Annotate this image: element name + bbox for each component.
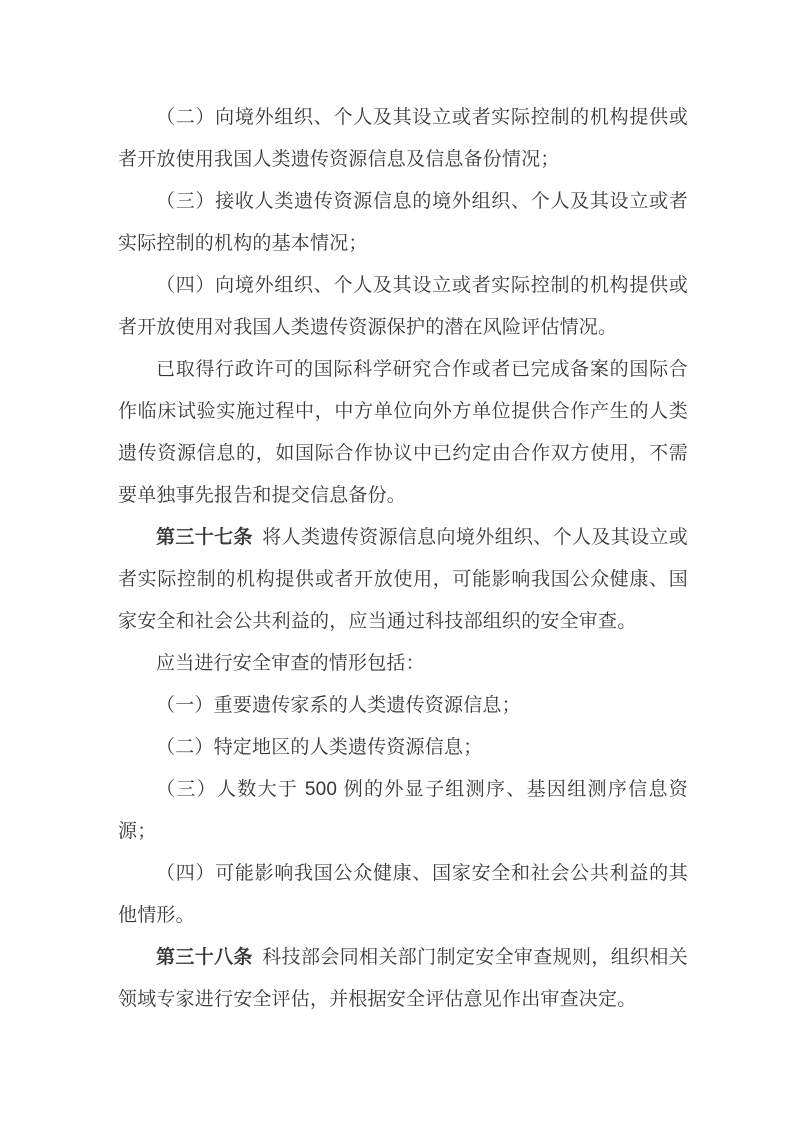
paragraph-text: 已取得行政许可的国际科学研究合作或者已完成备案的国际合作临床试验实施过程中，中方单位向外方单位提供合作产生的人类遗传资源信息的，如国际合作协议中已约定由合作双方使用，不需要单独事先报告和提交信息备份。 bbox=[118, 359, 688, 506]
list-item-paragraph bbox=[118, 727, 688, 769]
paragraph-text: 科技部会同相关部门制定安全审查规则，组织相关领域专家进行安全评估，并根据安全评估意见作出审查决定。 bbox=[118, 947, 688, 1010]
paragraph-text: （三）人数大于 500 例的外显子组测序、基因组测序信息资源； bbox=[118, 779, 688, 842]
article-paragraph bbox=[118, 517, 688, 643]
list-item-paragraph bbox=[118, 97, 688, 181]
paragraph-text: （一）重要遗传家系的人类遗传资源信息； bbox=[156, 695, 521, 716]
article-number: 第三十七条 bbox=[156, 527, 253, 548]
paragraph-text: 应当进行安全审查的情形包括： bbox=[156, 653, 425, 674]
body-paragraph bbox=[118, 643, 688, 685]
article-paragraph bbox=[118, 937, 688, 1021]
body-paragraph bbox=[118, 349, 688, 517]
paragraph-text: （四）可能影响我国公众健康、国家安全和社会公共利益的其他情形。 bbox=[118, 863, 688, 926]
paragraph-text: （四）向境外组织、个人及其设立或者实际控制的机构提供或者开放使用对我国人类遗传资源保护的潜在风险评估情况。 bbox=[118, 275, 688, 338]
list-item-paragraph bbox=[118, 181, 688, 265]
document-body bbox=[118, 0, 688, 1021]
paragraph-text: （二）向境外组织、个人及其设立或者实际控制的机构提供或者开放使用我国人类遗传资源信息及信息备份情况； bbox=[118, 107, 688, 170]
list-item-paragraph bbox=[118, 265, 688, 349]
list-item-paragraph bbox=[118, 769, 688, 853]
list-item-paragraph bbox=[118, 853, 688, 937]
article-number: 第三十八条 bbox=[156, 947, 253, 968]
list-item-paragraph bbox=[118, 685, 688, 727]
paragraph-text: （三）接收人类遗传资源信息的境外组织、个人及其设立或者实际控制的机构的基本情况； bbox=[118, 191, 688, 254]
paragraph-text: 将人类遗传资源信息向境外组织、个人及其设立或者实际控制的机构提供或者开放使用，可能影响我国公众健康、国家安全和社会公共利益的，应当通过科技部组织的安全审查。 bbox=[118, 527, 688, 632]
paragraph-text: （二）特定地区的人类遗传资源信息； bbox=[156, 737, 483, 758]
